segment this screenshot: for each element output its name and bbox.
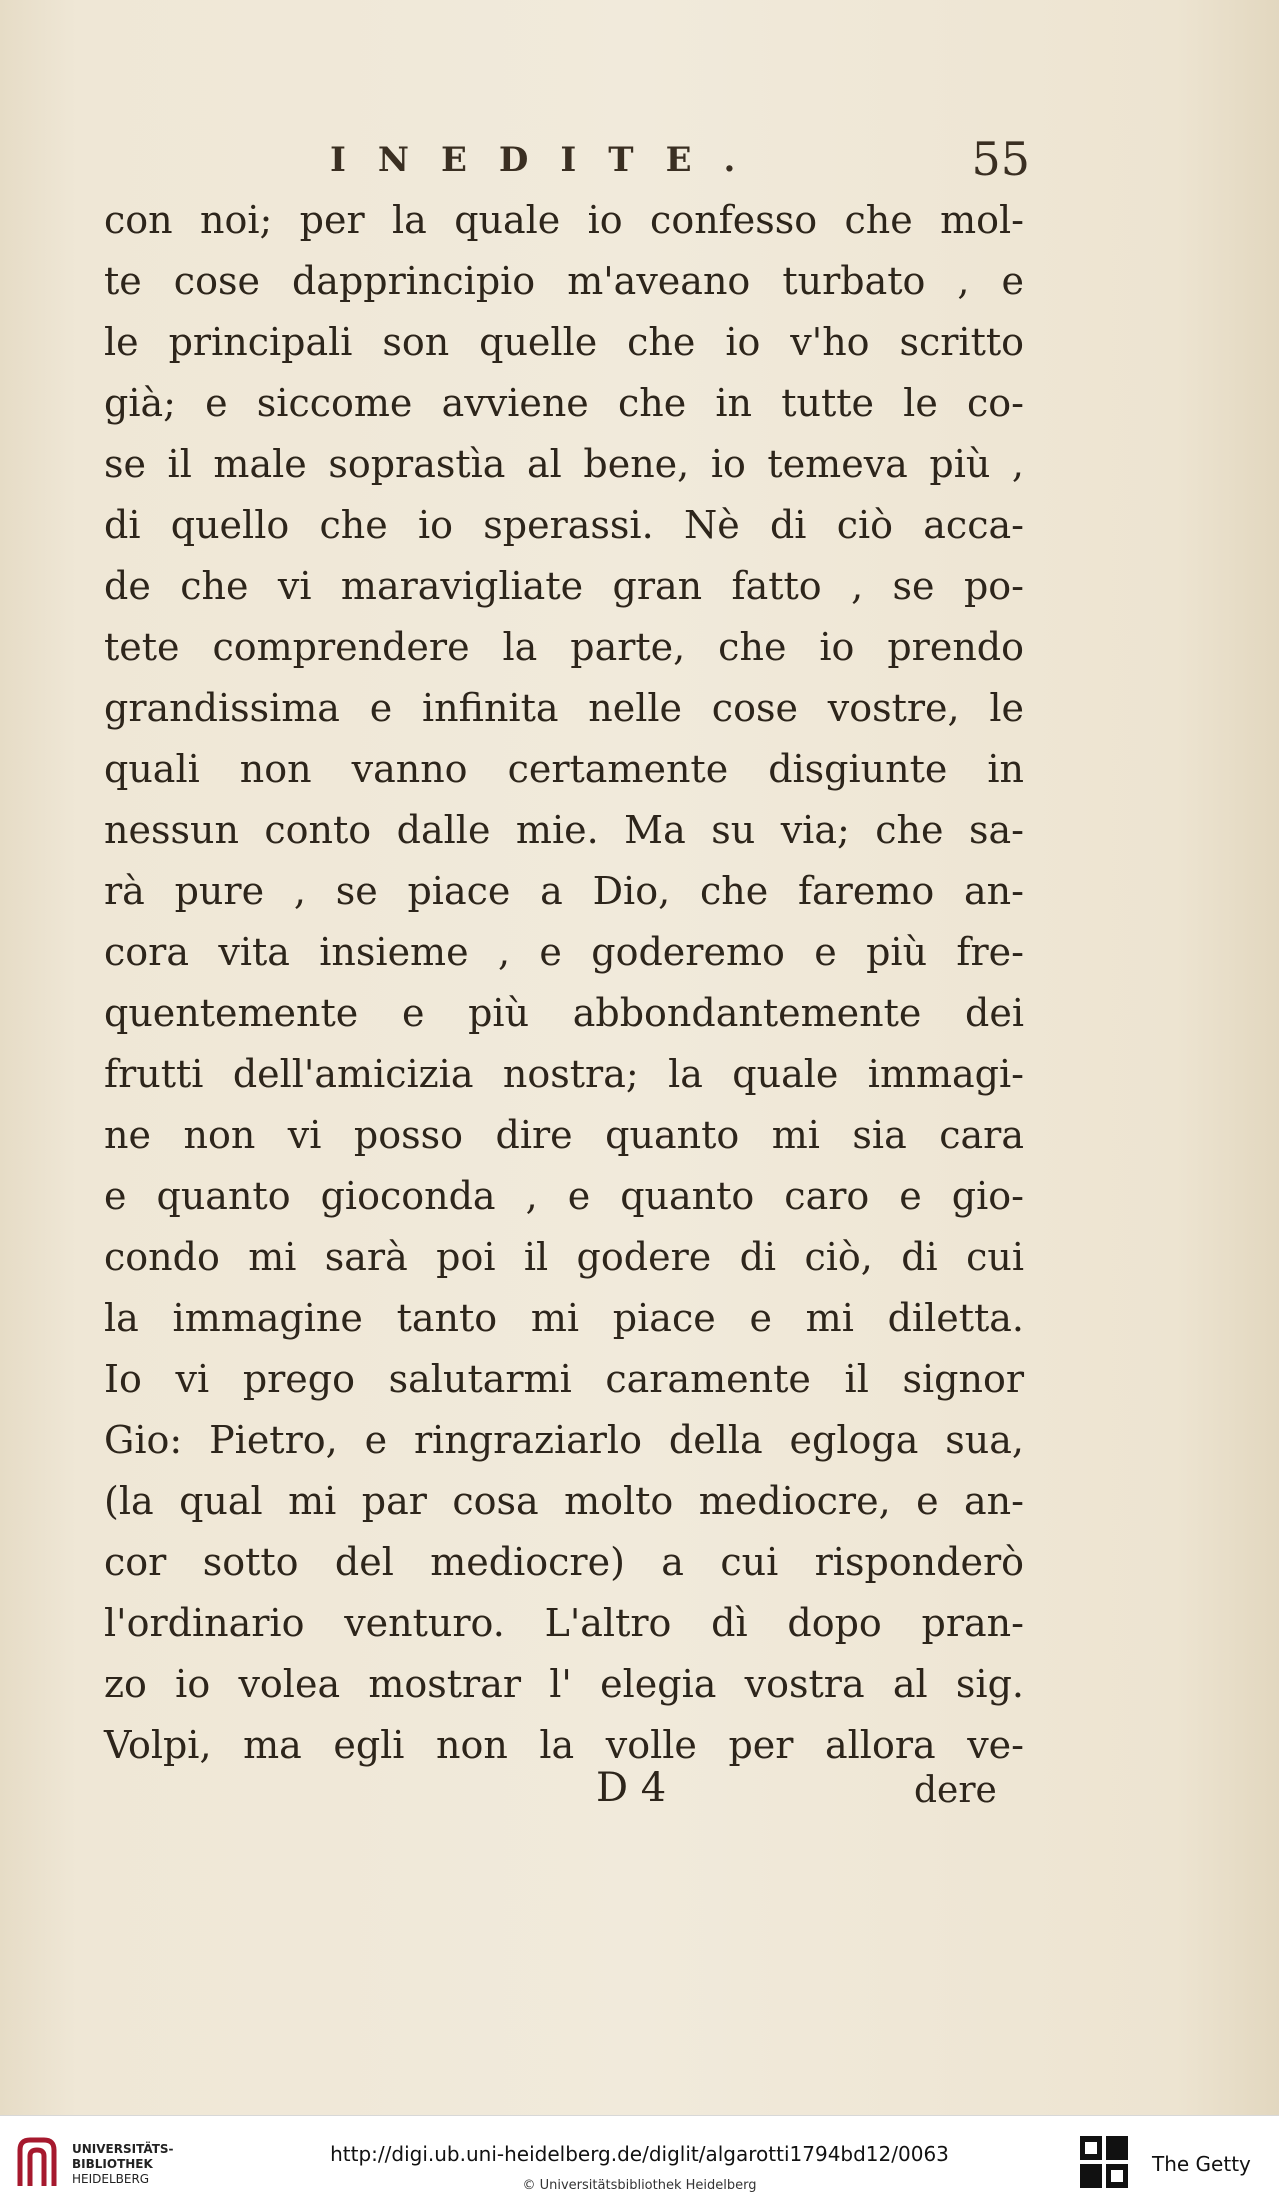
- text-line: grandissima e infinita nelle cose vostre, le: [104, 686, 1024, 730]
- library-name: UNIVERSITÄTS- BIBLIOTHEK HEIDELBERG: [72, 2142, 174, 2186]
- signature-mark: D 4: [596, 1765, 667, 1811]
- text-line: le principali son quelle che io v'ho scritto: [104, 320, 1024, 364]
- text-line: frutti dell'amicizia nostra; la quale immagi-: [104, 1052, 1024, 1096]
- text-line: zo io volea mostrar l' elegia vostra al sig.: [104, 1662, 1024, 1706]
- body-text: [104, 190, 1024, 1776]
- text-line: Gio: Pietro, e ringraziarlo della egloga sua,: [104, 1418, 1024, 1462]
- partner-name: The Getty: [1152, 2152, 1251, 2176]
- text-line: e quanto gioconda , e quanto caro e gio-: [104, 1174, 1024, 1218]
- copyright-notice: © Universitätsbibliothek Heidelberg: [522, 2178, 757, 2193]
- text-line: Io vi prego salutarmi caramente il signor: [104, 1357, 1024, 1401]
- text-line: quentemente e più abbondantemente dei: [104, 991, 1024, 1035]
- text-line: nessun conto dalle mie. Ma su via; che sa-: [104, 808, 1024, 852]
- text-line: l'ordinario venturo. L'altro dì dopo pran-: [104, 1601, 1024, 1645]
- text-line: Volpi, ma egli non la volle per allora ve-: [104, 1723, 1024, 1767]
- page-number: 55: [971, 132, 1030, 186]
- text-line: tete comprendere la parte, che io prendo: [104, 625, 1024, 669]
- text-line: se il male soprastìa al bene, io temeva più ,: [104, 442, 1024, 486]
- running-head: [330, 132, 1030, 186]
- text-line: già; e siccome avviene che in tutte le co-: [104, 381, 1024, 425]
- viewer-footer: [0, 2115, 1279, 2211]
- running-title: INEDITE.: [330, 140, 768, 180]
- text-line: cora vita insieme , e goderemo e più fre-: [104, 930, 1024, 974]
- getty-logo-icon: [1078, 2134, 1132, 2192]
- text-line: te cose dapprincipio m'aveano turbato , e: [104, 259, 1024, 303]
- text-line: la immagine tanto mi piace e mi diletta.: [104, 1296, 1024, 1340]
- text-line: rà pure , se piace a Dio, che faremo an-: [104, 869, 1024, 913]
- text-line: (la qual mi par cosa molto mediocre, e an-: [104, 1479, 1024, 1523]
- text-line: ne non vi posso dire quanto mi sia cara: [104, 1113, 1024, 1157]
- text-line: de che vi maravigliate gran fatto , se po-: [104, 564, 1024, 608]
- text-line: condo mi sarà poi il godere di ciò, di cui: [104, 1235, 1024, 1279]
- permalink-url[interactable]: http://digi.ub.uni-heidelberg.de/diglit/algarotti1794bd12/0063: [330, 2142, 949, 2166]
- text-line: di quello che io sperassi. Nè di ciò acca-: [104, 503, 1024, 547]
- text-line: cor sotto del mediocre) a cui risponderò: [104, 1540, 1024, 1584]
- catchword: dere: [914, 1770, 997, 1811]
- text-line: con noi; per la quale io confesso che mol-: [104, 198, 1024, 242]
- text-line: quali non vanno certamente disgiunte in: [104, 747, 1024, 791]
